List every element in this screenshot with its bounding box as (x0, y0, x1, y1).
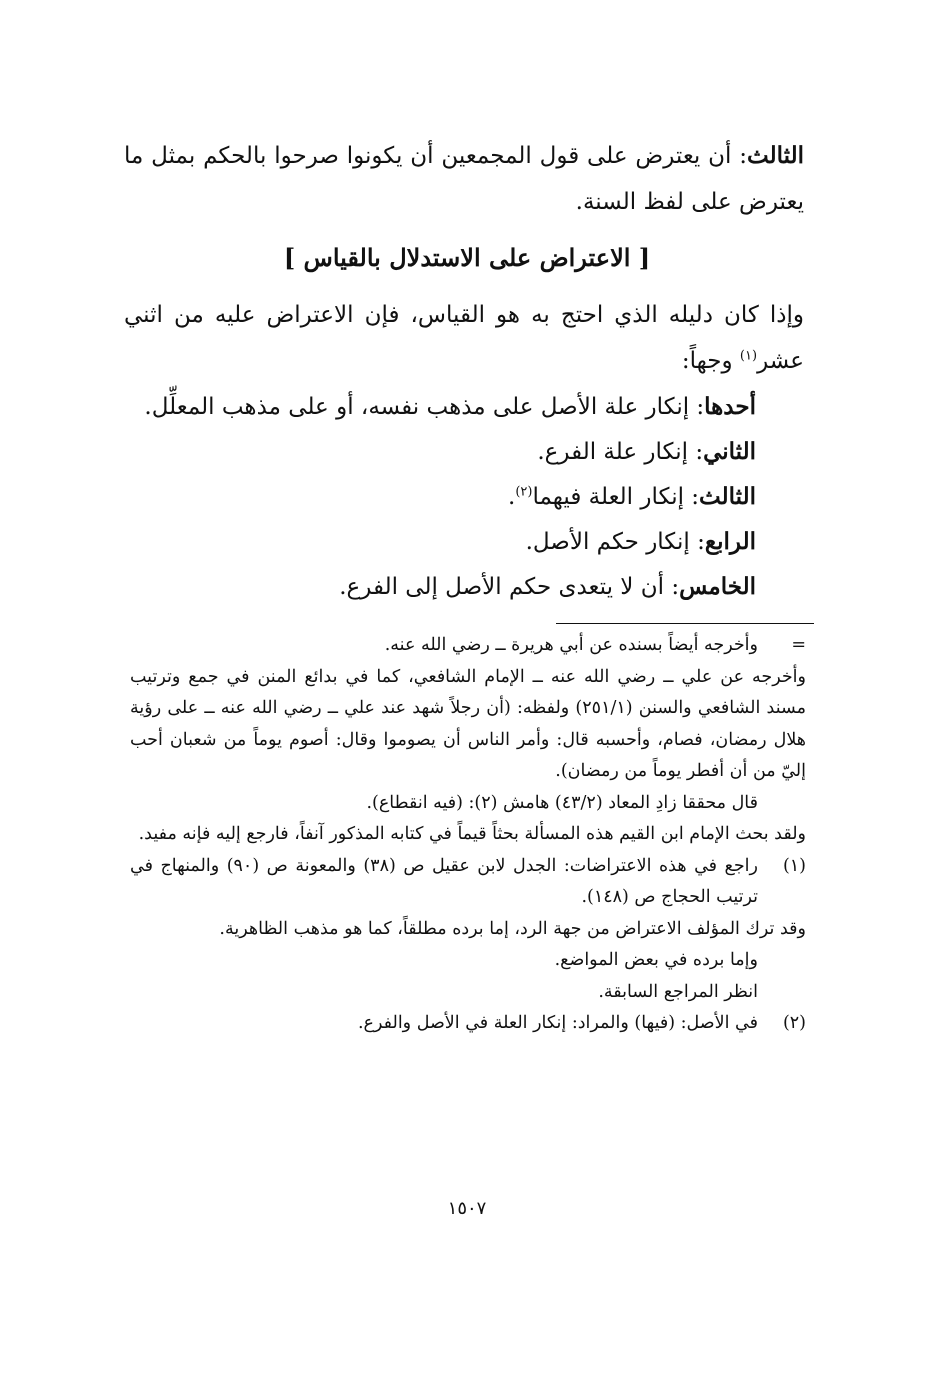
paragraph-third-objection (124, 133, 804, 225)
list-item (124, 474, 804, 519)
paragraph-text: وإذا كان دليله الذي احتج به هو القياس، فإن الاعتراض عليه من اثني عشر (124, 302, 804, 374)
footnote-number: (٢) (782, 1013, 806, 1033)
footnote-line: وإما برده في بعض المواضع. (554, 950, 758, 970)
paragraph-text-tail: وجهاً: (681, 348, 740, 374)
footnote-line: راجع في هذه الاعتراضات: الجدل لابن عقيل ص (٣٨) والمعونة ص (٩٠) والمنهاج في ترتيب الحجاج ص (١٤٨). (130, 855, 758, 907)
list-item (124, 384, 804, 429)
footnote-ref: (٢) (515, 484, 533, 500)
footnote-body (130, 630, 806, 851)
paragraph-qiyas-intro (124, 292, 804, 384)
list-item-text: : إنكار حكم الأصل. (525, 529, 705, 555)
footnote-body (130, 851, 806, 1009)
footnote-separator (556, 623, 814, 624)
footnote-continuation (130, 630, 806, 851)
paragraph-label: الثالث (747, 142, 804, 169)
section-heading: [ الاعتراض على الاستدلال بالقياس ] (283, 243, 651, 272)
list-item-text: : إنكار العلة فيهما (532, 484, 700, 510)
footnote-1 (130, 851, 806, 1009)
list-item-label: الخامس (679, 573, 756, 600)
list-item (124, 429, 804, 474)
continuation-marker: = (791, 635, 806, 655)
list-item (124, 564, 804, 609)
list-item-label: الثاني (703, 438, 756, 465)
footnote-line: انظر المراجع السابقة. (598, 981, 758, 1002)
list-item-label: الرابع (704, 528, 756, 555)
list-item-label: الثالث (699, 483, 756, 510)
footnote-line: ولقد بحث الإمام ابن القيم هذه المسألة بحثاً قيماً في كتابه المذكور آنفاً، فارجع إليه فإنه مفيد. (138, 824, 806, 844)
list-item-text: : إنكار علة الفرع. (537, 439, 704, 465)
footnote-line: في الأصل: (فيها) والمراد: إنكار العلة في الأصل والفرع. (357, 1013, 758, 1033)
list-item-label: أحدها (704, 393, 756, 420)
footnote-number: (١) (782, 855, 806, 876)
paragraph-text: : أن يعترض على قول المجمعين أن يكونوا صرحوا بالحكم بمثل ما يعترض على لفظ السنة. (124, 143, 804, 215)
list-item-text: : إنكار علة الأصل على مذهب نفسه، أو على مذهب المعلِّل. (144, 394, 705, 420)
footnote-line: وقد ترك المؤلف الاعتراض من جهة الرد، إما برده مطلقاً، كما هو مذهب الظاهرية. (219, 918, 806, 939)
footnote-2 (130, 1008, 806, 1040)
footnote-ref: (١) (739, 348, 758, 364)
page-number: ١٥٠٧ (447, 1198, 487, 1219)
footnote-line: وأخرجه أيضاً بسنده عن أبي هريرة ــ رضي الله عنه. (384, 635, 758, 655)
footnote-line: وأخرجه عن علي ــ رضي الله عنه ــ الإمام الشافعي، كما في بدائع المنن في جمع وترتيب مسند الشافعي والسنن (٢٥١/١) ولفظه: (أن رجلاً شهد عند علي ــ رضي الله عنه ــ على رؤية هلال رمضان، فصام، وأحسبه قال: وأمر الناس أن يصوموا وقال: أصوم يوماً من شعبان أحب إليّ من أن أفطر يوماً من رمضان). (130, 666, 806, 781)
footnote-body (130, 1008, 758, 1040)
objections-list (124, 384, 804, 609)
footnotes (130, 630, 806, 1040)
footnote-line: قال محققا زادِ المعاد (٤٣/٢) هامش (٢): (فيه انقطاع). (366, 792, 758, 813)
list-item-tail: . (508, 484, 516, 510)
list-item-text: : أن لا يتعدى حكم الأصل إلى الفرع. (339, 574, 680, 600)
list-item (124, 519, 804, 564)
